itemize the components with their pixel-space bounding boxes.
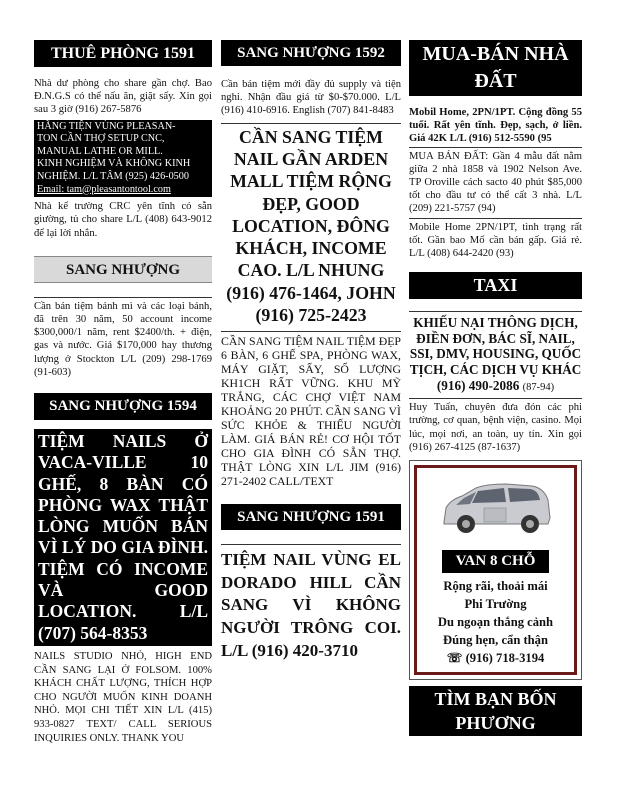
ad-arden-mall: CẦN SANG TIỆM NAIL GẦN ARDEN MALL TIỆM RỘNG ĐẸP, GOOD LOCATION, ĐÔNG KHÁCH, INCOME CAO. L/L NHUNG (916) 476-1464, JOHN (916) 725-2423	[221, 123, 401, 327]
van-line: Du ngoạn thắng cảnh	[437, 615, 554, 630]
ad-folsom-nails: NAILS STUDIO NHỎ, HIGH END CẦN SANG LẠI Ở FOLSOM. 100% KHÁCH CHẤT LƯỢNG, THÍCH HỢP CHO NGƯỜI MUỐN KINH DOANH NHỎ. MỌI CHI TIẾT XIN L/L (415) 933-0827 TEXT/ CALL SERIOUS INQUIRIES ONLY. THANK YOU	[34, 650, 212, 744]
van-line: Phi Trường	[464, 597, 527, 612]
ad-nail-6-tables: CẦN SANG TIỆM NAIL TIỆM ĐẸP 6 BÀN, 6 GHẾ SPA, PHÒNG WAX, MÁY GIẶT, SẤY, SỐ LƯỢNG KH1CH RẤT VỮNG. KHU MỸ TRẮNG, CÁC CHỢ VIỆT NAM KHOẢNG 20 PHÚT. CẦN SANG VÌ SỨC KHỎE & THIẾU NGƯỜI LÀM. GIÁ BÁN RẺ! CƠ HỘI TỐT CHO GIA ĐÌNH CÓ SẴN THỢ. THẬT LÒNG XIN L/L JIM (916) 271-2402 CALL/TEXT	[221, 331, 401, 488]
heading-sang-nhuong: SANG NHƯỢNG	[34, 256, 212, 283]
heading-sang-nhuong-1594: SANG NHƯỢNG 1594	[34, 393, 212, 420]
ad-el-dorado: TIỆM NAIL VÙNG EL DORADO HILL CẦN SANG VÌ KHÔNG NGƯỜI TRÔNG COI. L/L (916) 420-3710	[221, 544, 401, 662]
column-2	[221, 40, 401, 662]
heading-sang-nhuong-1591: SANG NHƯỢNG 1591	[221, 504, 401, 530]
ad-cnc-line: NGHIỆM. L/L TÂM (925) 426-0500	[37, 170, 189, 182]
ad-cnc-line: TON CẦN THỢ SETUP CNC,	[37, 133, 165, 145]
heading-taxi: TAXI	[409, 272, 582, 299]
van-line: Đúng hẹn, cẩn thận	[443, 633, 548, 648]
ad-mobile-home-2pn: Mobile Home 2PN/1PT, tình trạng rất tốt. Gần bao Mố cần bán gấp. Giá rẻ. L/L (408) 644-2420 (93)	[409, 218, 582, 261]
van-phone: (916) 718-3194	[465, 651, 545, 666]
ad-cnc-line: MANUAL LATHE OR MILL.	[37, 145, 163, 157]
ad-cnc-email[interactable]: Email: tam@pleasantontool.com	[37, 183, 171, 195]
heading-thue-phong: THUÊ PHÒNG 1591	[34, 40, 212, 67]
heading-tim-ban: TÌM BẠN BỐN PHƯƠNG	[409, 686, 582, 736]
van-line: Rộng rãi, thoải mái	[443, 579, 548, 594]
ad-interpreter-code: (87-94)	[522, 381, 555, 393]
ad-van-border	[414, 465, 577, 675]
heading-sang-nhuong-1592: SANG NHƯỢNG 1592	[221, 40, 401, 66]
ad-new-salon: Cần bán tiệm mới đầy đủ supply và tiện nghi. Nhận đầu giá từ $0-$70.000. L/L (916) 410-6916. English (707) 841-8483	[221, 79, 401, 117]
ad-interpreter-contact	[409, 378, 582, 396]
ad-cnc-line: KINH NGHIỆM VÀ KHÔNG KINH	[37, 158, 191, 170]
ad-huy-tuan: Huy Tuấn, chuyên đưa đón các phi trường, cơ quan, bệnh viện, casino. Mọi lúc, mọi nơi, an toàn, uy tín. Xin gọi (916) 267-4125 (87-1637)	[409, 398, 582, 454]
column-1	[34, 40, 212, 745]
van-phone-row	[421, 649, 570, 667]
ad-vacaville-nails: TIỆM NAILS Ở VACA-VILLE 10 GHẾ, 8 BÀN CÓ PHÒNG WAX THẬT LÒNG MUỐN BÁN VÌ LÝ DO GIA ĐÌNH. TIỆM CÓ INCOME VÀ GOOD LOCATION. L/L (707) 564-8353	[34, 429, 212, 646]
ad-room-share: Nhà dư phòng cho share gần chợ. Bao Đ.N.G.S có thể nấu ăn, giặt sấy. Xin gọi sau 3 giờ (916) 267-5876	[34, 78, 212, 116]
van-image	[436, 478, 556, 540]
ad-bakery: Cần bán tiệm bánh mì và các loại bánh, đã trên 30 năm, 50 account income $300,000/1 năm, rent $2400/th. + điện, gas và nước. Giá $170,000 hay thương lượng ở Stockton L/L (209) 298-1769 (91-603)	[34, 297, 212, 379]
ad-crc-share: Nhà kế trường CRC yên tĩnh có sẵn giường, tủ cho share L/L (408) 643-9012 để lại lời nhắn.	[34, 201, 212, 239]
ad-van-8-cho	[409, 460, 582, 680]
ad-cnc-job	[34, 120, 212, 198]
heading-mua-ban-nha-dat: MUA-BÁN NHÀ ĐẤT	[409, 40, 582, 96]
ad-interpreter-text: KHIẾU NẠI THÔNG DỊCH, ĐIỀN ĐƠN, BÁC SĨ, NAIL, SSI, DMV, HOUSING, QUỐC TỊCH, CÁC DỊCH VỤ KHÁC	[409, 315, 582, 378]
ad-land-oroville: MUA BÁN ĐẤT: Gần 4 mẫu đất nằm giữa 2 nhà 1858 và 1902 Nelson Ave. TP Oroville cách sacto 40 phút $85,000 tốt cho đầu tư có thể cất 3 nhà. L/L (209) 221-5757 (94)	[409, 147, 582, 216]
ad-mobile-home-55: Mobil Home, 2PN/1PT. Cộng đồng 55 tuổi. Rất yên tĩnh. Đẹp, sạch, ở liền. Giá 42K L/L (916) 512-5590 (95	[409, 107, 582, 145]
column-3	[409, 40, 582, 736]
ad-cnc-line: HÃNG TIỆN VÙNG PLEASAN-	[37, 120, 176, 132]
phone-icon: ☏	[446, 651, 463, 666]
van-title: VAN 8 CHỖ	[442, 550, 550, 573]
ad-interpreter	[409, 311, 582, 395]
ad-interpreter-phone: (916) 490-2086	[436, 377, 520, 393]
